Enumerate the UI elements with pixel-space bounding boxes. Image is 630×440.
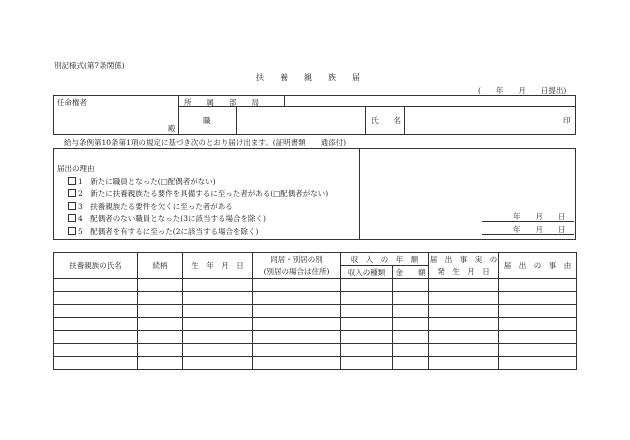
table-cell[interactable] [54,357,138,370]
col-header-cohabit: 同居・別居の別 [253,253,341,266]
table-cell[interactable] [138,357,183,370]
table-cell[interactable] [393,344,429,357]
table-cell[interactable] [183,344,253,357]
date-field-4[interactable]: 年 月 日 [513,212,566,221]
department-field[interactable] [286,97,574,106]
col-header-name: 扶養親族の氏名 [54,253,138,279]
table-cell[interactable] [54,279,138,292]
table-cell[interactable] [138,318,183,331]
table-cell[interactable] [54,318,138,331]
table-cell[interactable] [54,292,138,305]
reason-heading: 届出の理由 [57,164,95,173]
table-cell[interactable] [499,331,577,344]
submission-date: ( 年 月 日提出) [478,86,567,95]
table-cell[interactable] [499,344,577,357]
table-cell[interactable] [341,344,393,357]
seal-label: 殿 [168,124,176,133]
name-label: 氏 名 [371,116,401,125]
table-row [54,344,577,357]
dependents-table [53,252,577,370]
table-cell[interactable] [341,292,393,305]
table-cell[interactable] [341,318,393,331]
stamp-label: 印 [563,116,571,125]
table-cell[interactable] [253,305,341,318]
date-field-5[interactable]: 年 月 日 [513,225,566,234]
table-row [54,318,577,331]
position-field[interactable] [238,108,363,134]
table-cell[interactable] [253,331,341,344]
table-cell[interactable] [499,357,577,370]
table-cell[interactable] [429,331,499,344]
table-cell[interactable] [341,305,393,318]
col-header-income-amount: 金 額 [393,266,429,279]
col-header-event-date-sub: 発 生 月 日 [429,266,499,279]
appointer-label: 任命権者 [57,98,87,107]
table-cell[interactable] [183,305,253,318]
table-cell[interactable] [429,305,499,318]
col-header-cohabit-sub: (別居の場合は住所) [253,266,341,279]
declaration-text: 給与条例第10条第1項の規定に基づき次のとおり届け出ます。(証明書類 通添付) [64,138,347,147]
table-cell[interactable] [429,344,499,357]
department-label: 所 属 部 局 [184,98,259,107]
table-cell[interactable] [54,344,138,357]
table-cell[interactable] [253,357,341,370]
table-cell[interactable] [499,318,577,331]
col-header-birthdate: 生 年 月 日 [183,253,253,279]
table-cell[interactable] [341,279,393,292]
table-cell[interactable] [429,292,499,305]
table-cell[interactable] [253,318,341,331]
table-cell[interactable] [393,305,429,318]
table-cell[interactable] [138,331,183,344]
col-header-reason: 届 出 の 事 由 [499,253,577,279]
col-header-income: 収 入 の 年 額 [341,253,429,266]
checkbox-1[interactable] [68,177,76,185]
checkbox-2[interactable] [68,189,76,197]
table-cell[interactable] [499,279,577,292]
checkbox-4[interactable] [68,214,76,222]
position-label: 職 [203,116,211,125]
table-cell[interactable] [393,292,429,305]
table-cell[interactable] [54,331,138,344]
reason-option-5[interactable]: 5 配偶者を有するに至った(2に該当する場合を除く) [68,227,258,236]
col-header-event-date: 届 出 事 実 の [429,253,499,266]
table-cell[interactable] [429,279,499,292]
table-cell[interactable] [138,279,183,292]
table-cell[interactable] [499,305,577,318]
table-row [54,331,577,344]
table-cell[interactable] [253,279,341,292]
table-cell[interactable] [393,279,429,292]
reason-option-1[interactable]: 1 新たに職員となった(□配偶者がない) [68,177,216,186]
form-title: 扶 養 親 族 届 [256,73,360,82]
table-cell[interactable] [183,292,253,305]
table-cell[interactable] [54,305,138,318]
table-cell[interactable] [393,331,429,344]
table-cell[interactable] [138,292,183,305]
reason-option-2[interactable]: 2 新たに扶養親族たる要件を具備するに至った者がある(□配偶者がない) [68,189,328,198]
table-cell[interactable] [183,279,253,292]
table-cell[interactable] [183,357,253,370]
table-cell[interactable] [253,292,341,305]
form-number: 別記様式(第7条関係) [54,61,125,70]
table-cell[interactable] [393,318,429,331]
table-cell[interactable] [429,318,499,331]
table-cell[interactable] [253,344,341,357]
col-header-income-type: 収入の種類 [341,266,393,279]
table-cell[interactable] [183,331,253,344]
table-row [54,305,577,318]
table-cell[interactable] [341,357,393,370]
checkbox-5[interactable] [68,227,76,235]
table-row [54,279,577,292]
name-field[interactable] [406,108,556,134]
reason-option-3[interactable]: 3 扶養親族たる要件を欠くに至った者がある [68,202,233,211]
reason-option-4[interactable]: 4 配偶者のない職員となった(3に該当する場合を除く) [68,214,266,223]
table-cell[interactable] [499,292,577,305]
table-cell[interactable] [138,305,183,318]
table-cell[interactable] [138,344,183,357]
table-cell[interactable] [183,318,253,331]
col-header-relation: 続柄 [138,253,183,279]
table-cell[interactable] [393,357,429,370]
checkbox-3[interactable] [68,202,76,210]
table-cell[interactable] [429,357,499,370]
table-cell[interactable] [341,331,393,344]
table-row [54,357,577,370]
table-row [54,292,577,305]
